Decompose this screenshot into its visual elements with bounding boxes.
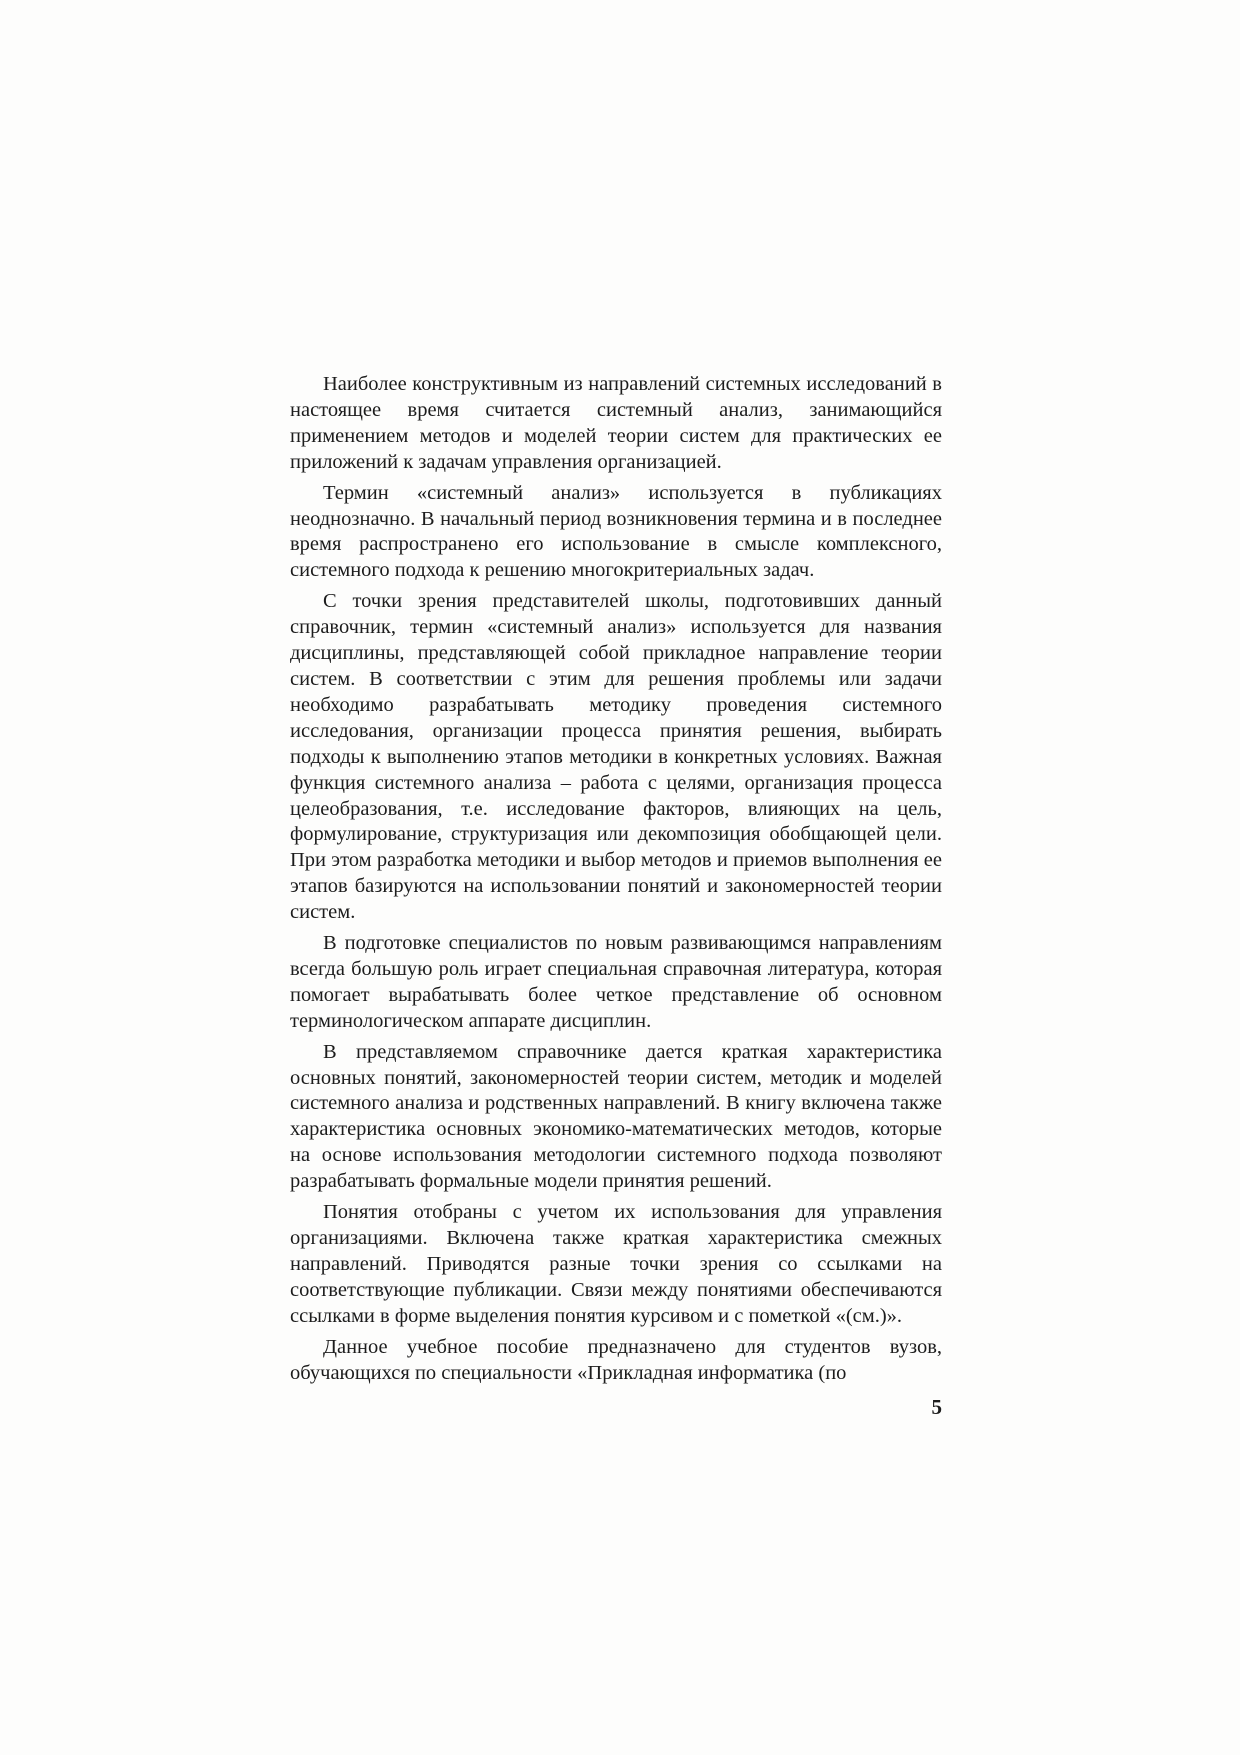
paragraph-4: В подготовке специалистов по новым развивающимся направлениям всегда большую роль играет специальная справочная литература, которая помогает вырабатывать более четкое представление об основном терминологическом аппарате дисциплин. (290, 932, 942, 1032)
paragraph-1: Наиболее конструктивным из направлений системных исследований в настоящее время считается системный анализ, занимающийся применением методов и моделей теории систем для практических ее приложений к задачам управления организацией. (290, 373, 942, 473)
paragraph-3: С точки зрения представителей школы, подготовивших данный справочник, термин «системный анализ» используется для названия дисциплины, представляющей собой прикладное направление теории систем. В соответствии с этим для решения проблемы или задачи необходимо разрабатывать методику проведения системного исследования, организации процесса принятия решения, выбирать подходы к выполнению этапов методики в конкретных условиях. Важная функция системного анализа – работа с целями, организация процесса целеобразования, т.е. исследование факторов, влияющих на цель, формулирование, структуризация или декомпозиция обобщающей цели. При этом разработка методики и выбор методов и приемов выполнения ее этапов базируются на использовании понятий и закономерностей теории систем. (290, 590, 942, 924)
page-number: 5 (931, 1395, 942, 1419)
body-text (290, 372, 942, 1386)
paragraph-5: В представляемом справочнике дается краткая характеристика основных понятий, закономерностей теории систем, методик и моделей системного анализа и родственных направлений. В книгу включена также характеристика основных экономико-математических методов, которые на основе использования методологии системного подхода позволяют разрабатывать формальные модели принятия решений. (290, 1040, 942, 1193)
paragraph-7: Данное учебное пособие предназначено для студентов вузов, обучающихся по специальности «Прикладная информатика (по (290, 1335, 942, 1384)
paragraph-6: Понятия отобраны с учетом их использования для управления организациями. Включена также краткая характеристика смежных направлений. Приводятся разные точки зрения со ссылками на соответствующие публикации. Связи между понятиями обеспечиваются ссылками в форме выделения понятия курсивом и с пометкой «(см.)». (290, 1201, 942, 1327)
paragraph-2: Термин «системный анализ» используется в публикациях неоднозначно. В начальный период возникновения термина и в последнее время распространено его использование в смысле комплексного, системного подхода к решению многокритериальных задач. (290, 481, 942, 582)
